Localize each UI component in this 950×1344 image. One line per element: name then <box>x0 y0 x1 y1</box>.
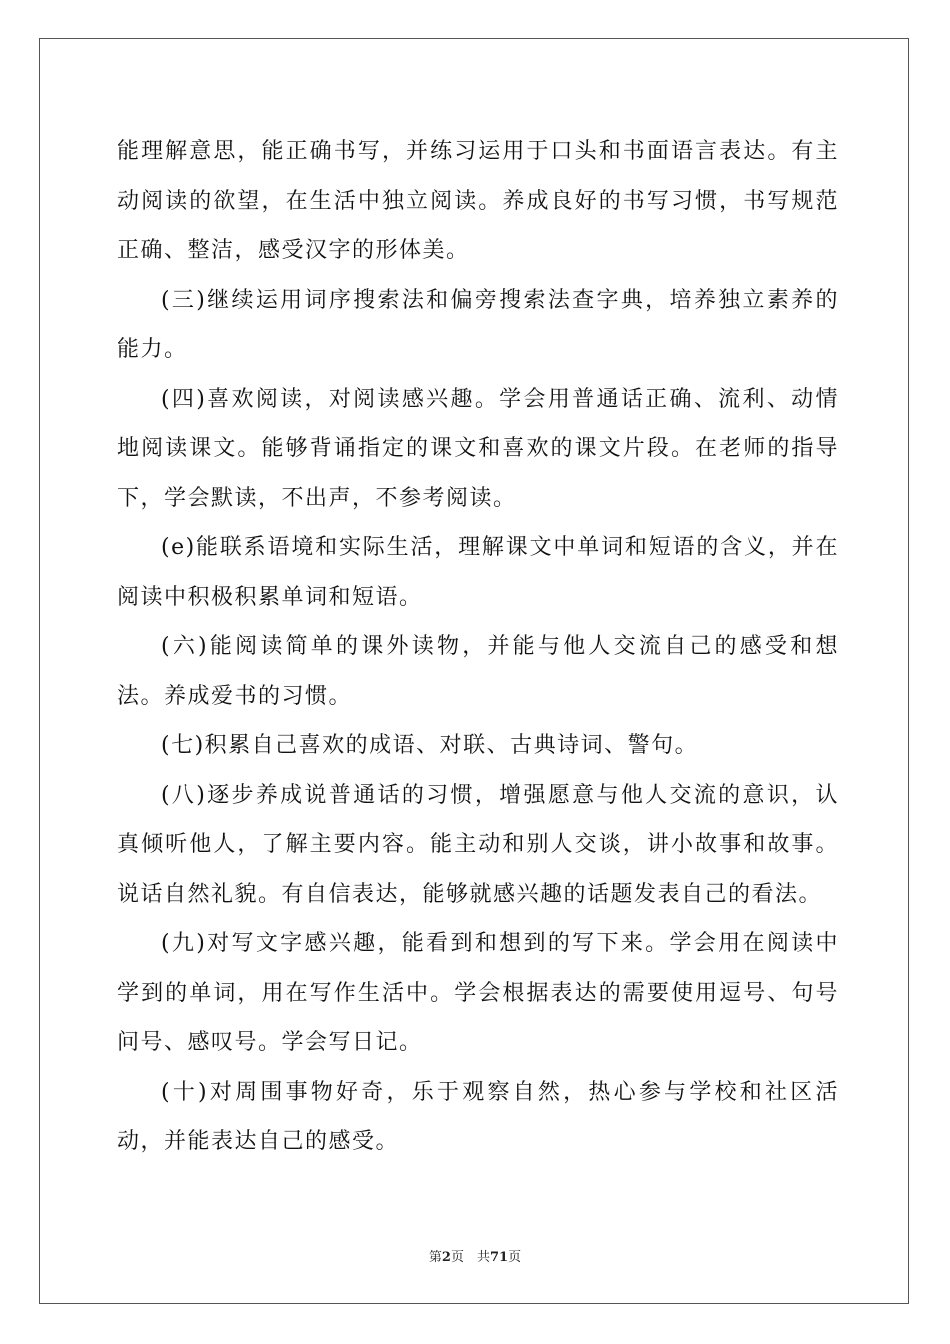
footer-middle: 页 共 <box>450 1250 490 1265</box>
paragraph: (三)继续运用词序搜索法和偏旁搜索法查字典，培养独立素养的能力。 <box>117 287 839 362</box>
footer-end: 页 <box>508 1250 522 1265</box>
paragraph: (八)逐步养成说普通话的习惯，增强愿意与他人交流的意识，认真倾听他人，了解主要内容。能主动和别人交谈，讲小故事和故事。说话自然礼貌。有自信表达，能够就感兴趣的话题发表自己的看法。 <box>117 782 839 907</box>
document-body <box>117 127 839 1167</box>
paragraph: (e)能联系语境和实际生活，理解课文中单词和短语的含义，并在阅读中积极积累单词和短语。 <box>117 535 839 610</box>
paragraph: (四)喜欢阅读，对阅读感兴趣。学会用普通话正确、流利、动情地阅读课文。能够背诵指定的课文和喜欢的课文片段。在老师的指导下，学会默读，不出声，不参考阅读。 <box>117 386 839 511</box>
paragraph: 能理解意思，能正确书写，并练习运用于口头和书面语言表达。有主动阅读的欲望，在生活中独立阅读。养成良好的书写习惯，书写规范正确、整洁，感受汉字的形体美。 <box>117 139 839 263</box>
paragraph: (十)对周围事物好奇，乐于观察自然，热心参与学校和社区活动，并能表达自己的感受。 <box>117 1079 839 1154</box>
total-page-count: 71 <box>489 1250 509 1265</box>
paragraph: (六)能阅读简单的课外读物，并能与他人交流自己的感受和想法。养成爱书的习惯。 <box>117 634 839 709</box>
paragraph: (九)对写文字感兴趣，能看到和想到的写下来。学会用在阅读中学到的单词，用在写作生活中。学会根据表达的需要使用逗号、句号问号、感叹号。学会写日记。 <box>117 931 839 1055</box>
current-page-number: 2 <box>441 1250 451 1265</box>
paragraph: (七)积累自己喜欢的成语、对联、古典诗词、警句。 <box>161 733 699 758</box>
footer-prefix: 第 <box>428 1250 442 1265</box>
page-footer <box>0 1246 950 1265</box>
